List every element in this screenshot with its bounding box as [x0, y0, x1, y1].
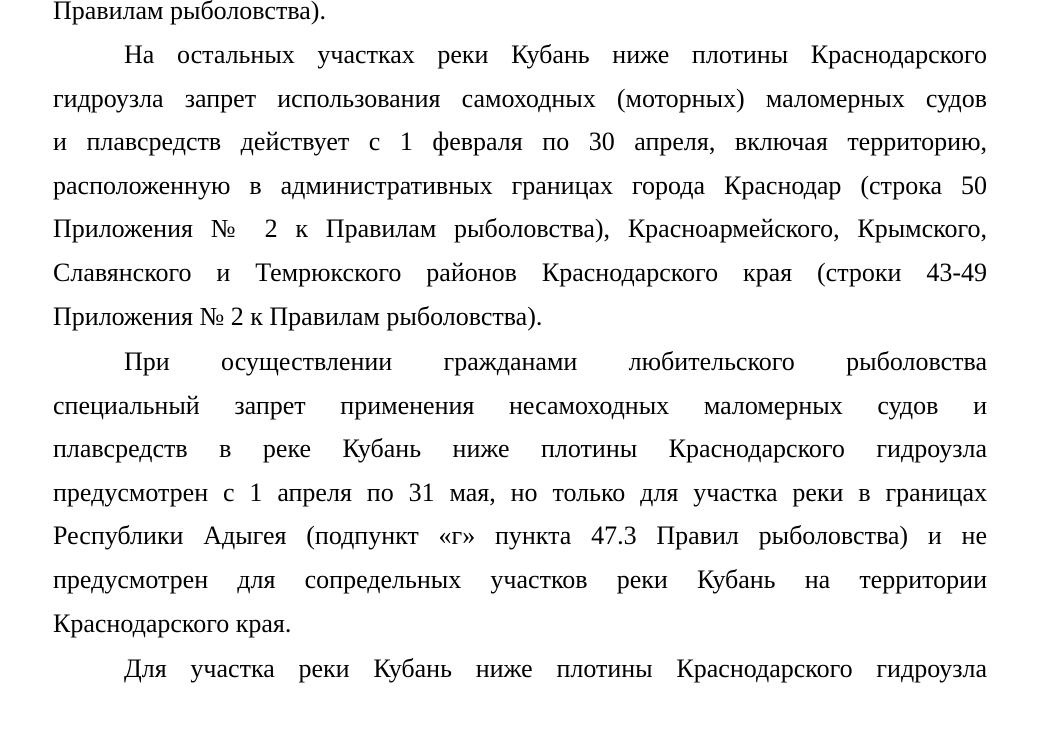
- text-line-13: Республики Адыгея (подпункт «г» пункта 47.3 Правил рыболовства) и не: [53, 521, 987, 550]
- text-line-8: Приложения № 2 к Правилам рыболовства).: [53, 302, 543, 331]
- text-line-4: и плавсредств действует с 1 февраля по 30 апреля, включая территорию,: [53, 127, 987, 156]
- text-line-12: предусмотрен с 1 апреля по 31 мая, но только для участка реки в границах: [53, 478, 987, 507]
- text-line-7: Славянского и Темрюкского районов Краснодарского края (строки 43-49: [53, 258, 987, 287]
- text-line-11: плавсредств в реке Кубань ниже плотины Краснодарского гидроузла: [53, 434, 987, 463]
- text-line-2: На остальных участках реки Кубань ниже плотины Краснодарского: [124, 40, 987, 69]
- text-line-15: Краснодарского края.: [53, 609, 292, 638]
- text-line-16: Для участка реки Кубань ниже плотины Краснодарского гидроузла: [124, 654, 987, 683]
- text-line-9: При осуществлении гражданами любительского рыболовства: [124, 347, 987, 376]
- text-line-5: расположенную в административных границах города Краснодар (строка 50: [53, 171, 987, 200]
- text-line-10: специальный запрет применения несамоходных маломерных судов и: [53, 391, 987, 420]
- text-line-14: предусмотрен для сопредельных участков реки Кубань на территории: [53, 565, 987, 594]
- text-line-6: Приложения № 2 к Правилам рыболовства), Красноармейского, Крымского,: [53, 214, 987, 243]
- text-line-3: гидроузла запрет использования самоходных (моторных) маломерных судов: [53, 84, 987, 113]
- text-line-1: Правилам рыболовства).: [53, 0, 326, 25]
